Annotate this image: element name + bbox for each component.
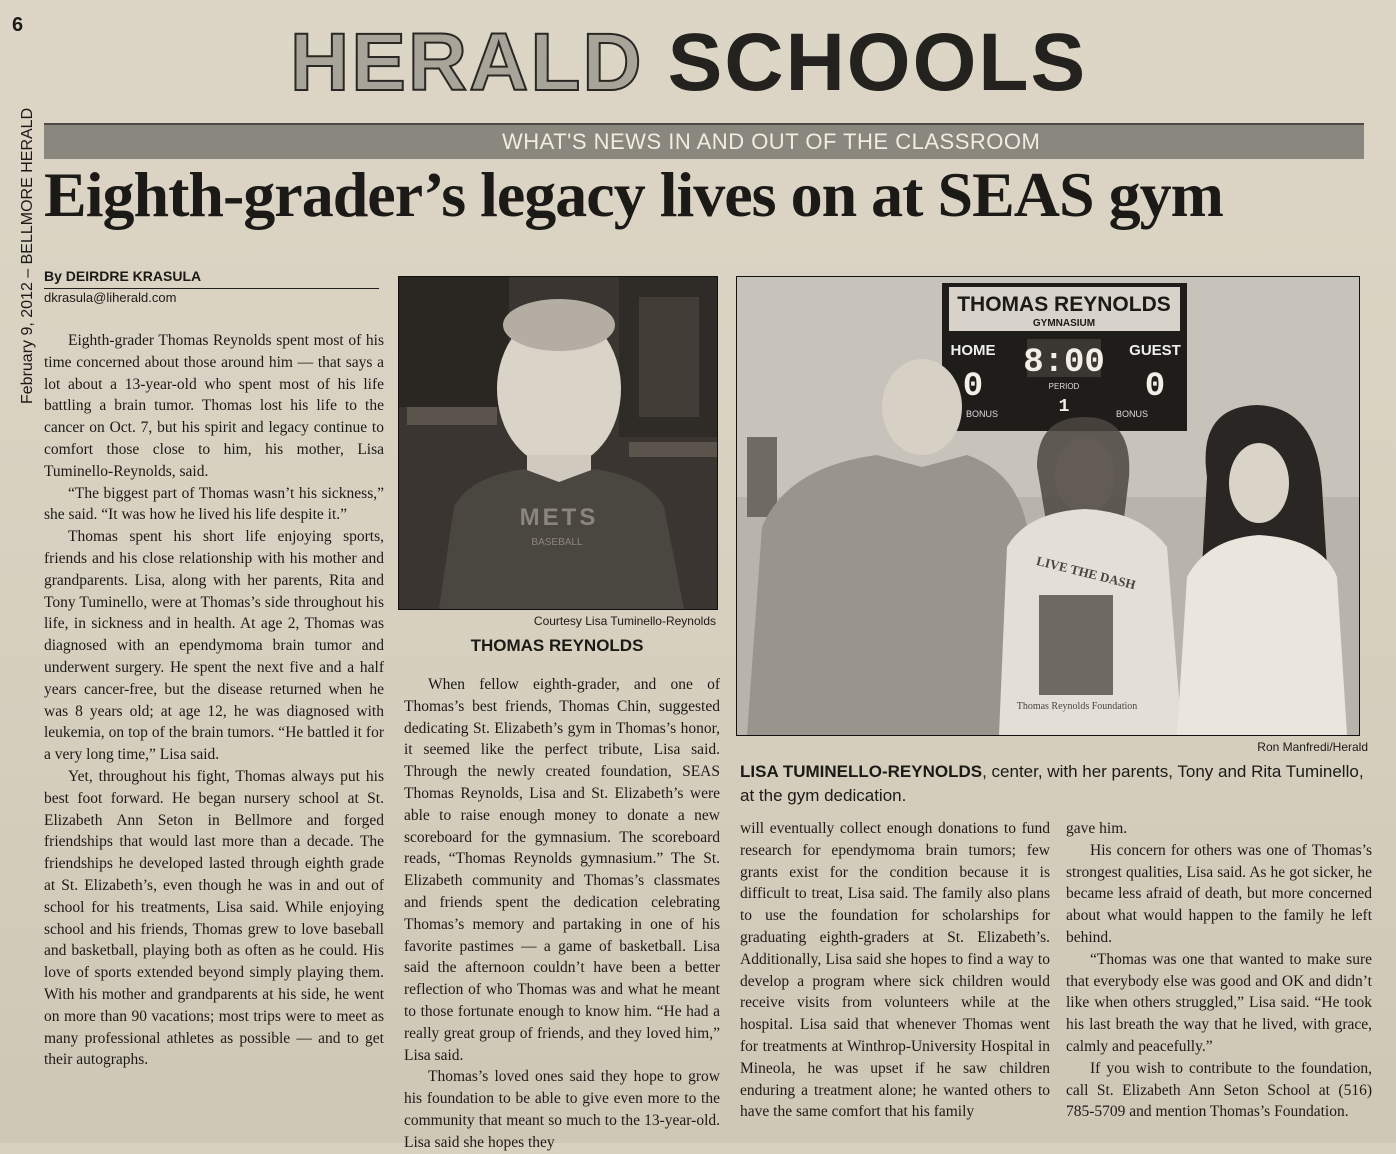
center-shirt-text: LIVE THE DASH: [1034, 553, 1138, 593]
photo2-caption: [740, 760, 1370, 808]
caption-rest: , center, with her parents, Tony and Rita Tuminello, at the gym dedication.: [740, 762, 1364, 805]
scoreboard-clock: 8:00: [1023, 344, 1105, 382]
article-column-2: [404, 674, 720, 1154]
masthead-schools: SCHOOLS: [667, 17, 1088, 108]
thomas-photo-illustration: [399, 277, 717, 609]
byline: [44, 268, 379, 289]
paragraph: “Thomas was one that wanted to make sure that everybody else was good and OK and didn’t like when others struggled,” Lisa said. “He took his last breath the way that he lived, with grace, calmly and peacefully.”: [1066, 950, 1372, 1055]
scoreboard-subtitle: GYMNASIUM: [1032, 318, 1096, 329]
byline-name: By DEIRDRE KRASULA: [44, 268, 202, 284]
paragraph: “The biggest part of Thomas wasn’t his sickness,” she said. “It was how he lived his life despite it.”: [44, 484, 384, 524]
article-column-3: [740, 818, 1050, 1123]
scoreboard-bonus-right: BONUS: [1115, 409, 1149, 419]
paragraph: Thomas’s loved ones said they hope to grow his foundation to be able to give even more to the community that meant so much to the 13-year-old. Lisa said she hopes they: [404, 1068, 720, 1151]
page-number: 6: [12, 14, 24, 36]
sidebar-date: [8, 107, 38, 410]
center-shirt-footer: Thomas Reynolds Foundation: [1016, 701, 1138, 712]
byline-email: dkrasula@liherald.com: [44, 290, 177, 305]
thomas-reynolds-photo: [398, 276, 718, 610]
gym-dedication-photo: [736, 276, 1360, 736]
photo1-caption: THOMAS REYNOLDS: [470, 636, 644, 655]
paragraph: gave him.: [1066, 820, 1128, 837]
scoreboard-period-label: PERIOD: [1048, 382, 1080, 391]
scoreboard-guest-label: GUEST: [1129, 342, 1181, 359]
photo1-credit: Courtesy Lisa Tuminello-Reynolds: [533, 614, 716, 628]
gym-photo-illustration: [737, 277, 1359, 735]
paragraph: If you wish to contribute to the foundation, call St. Elizabeth Ann Seton School at (516) 785-5709 and mention Thomas’s Foundation.: [1066, 1059, 1372, 1121]
paragraph: Yet, throughout his fight, Thomas always put his best foot forward. He began nursery school at St. Elizabeth Ann Seton in Bellmore and forged friendships that would last more than a decade. The friendships he developed lasted through eighth grade at St. Elizabeth’s, even though he was in and out of school for his treatments, Lisa said. While enjoying school and his friends, Thomas grew to love baseball and basketball, playing both as often as he could. His love of sports extended beyond simply playing them. With his mother and grandparents at his side, he went on more than 90 vacations; most trips were to meet as many professional athletes as possible — and to get their autographs.: [44, 767, 384, 1069]
scoreboard-title: THOMAS REYNOLDS: [957, 293, 1171, 316]
paragraph: Eighth-grader Thomas Reynolds spent most of his time concerned about those around him — that says a lot about a 13-year-old who spent most of his life battling a brain tumor. Thomas lost his life to the cancer on Oct. 7, but his spirit and legacy continue to comfort those close to him, his mother, Lisa Tuminello-Reynolds, said.: [44, 332, 384, 480]
shirt-text: METS: [519, 504, 599, 531]
section-tagline-band: [44, 123, 1364, 159]
scoreboard-home-label: HOME: [950, 342, 996, 359]
paragraph: Thomas spent his short life enjoying sports, friends and his close relationship with his mother and grandparents. Lisa, along with her parents, Rita and Tony Tuminello, were at Thomas’s side throughout his life, in sickness and in health. At age 2, Thomas was diagnosed with an ependymoma brain tumor and underwent surgery. He spent the next five and a half years cancer-free, but the disease returned when he was 8 years old; at age 12, he was diagnosed with leukemia, on top of the brain tumors. “He battled it for a very long time,” Lisa said.: [44, 528, 384, 764]
sidebar-date-text: February 9, 2012 – BELLMORE HERALD: [19, 107, 36, 404]
scoreboard-period-value: 1: [1058, 397, 1070, 417]
paragraph: His concern for others was one of Thomas’s strongest qualities, Lisa said. As he got sicker, he became less afraid of death, but more concerned about what would happen to the family he left behind.: [1066, 841, 1372, 946]
section-tagline: WHAT'S NEWS IN AND OUT OF THE CLASSROOM: [502, 129, 1041, 154]
article-column-4: [1066, 818, 1372, 1123]
scoreboard-guest-score: 0: [1144, 368, 1166, 406]
paragraph: will eventually collect enough donations to fund research for ependymoma brain tumors; few grants exist for the condition because it is difficult to treat, Lisa said. The family also plans to use the foundation for scholarships for graduating eighth-graders at St. Elizabeth’s. Additionally, Lisa said she hopes to find a way to develop a program where sick children would receive visits from volunteers while at the hospital. Lisa said that whenever Thomas went for treatments at Winthrop-University Hospital in Mineola, he was upset if he saw children enduring a treatment alone; he wanted others to have the same comfort that his family: [740, 820, 1050, 1121]
shirt-subtext: BASEBALL: [531, 537, 583, 548]
paragraph: When fellow eighth-grader, and one of Thomas’s best friends, Thomas Chin, suggested dedicating St. Elizabeth’s gym in Thomas’s honor, it seemed like the perfect tribute, Lisa said. Through the newly created foundation, SEAS Thomas Reynolds, Lisa and St. Elizabeth’s were able to raise enough money to donate a new scoreboard for the gymnasium. The scoreboard reads, “Thomas Reynolds gymnasium.” The St. Elizabeth community and Thomas’s classmates and friends spent the dedication celebrating Thomas’s memory and partaking in one of his favorite pastimes — a game of basketball. Lisa said the afternoon couldn’t have been a better reflection of who Thomas was and what he meant to those fortunate enough to know him. “He had a really great group of friends, and they loved him,” Lisa said.: [404, 676, 720, 1064]
photo2-credit: Ron Manfredi/Herald: [1257, 740, 1368, 754]
scoreboard-home-score: 0: [962, 368, 984, 406]
masthead-herald: HERALD: [290, 17, 644, 108]
article-headline: Eighth-grader’s legacy lives on at SEAS gym: [44, 159, 1223, 230]
scoreboard-bonus-left: BONUS: [965, 409, 999, 419]
masthead: [290, 18, 1330, 108]
caption-name: LISA TUMINELLO-REYNOLDS: [740, 762, 983, 781]
article-column-1: [44, 330, 384, 1071]
